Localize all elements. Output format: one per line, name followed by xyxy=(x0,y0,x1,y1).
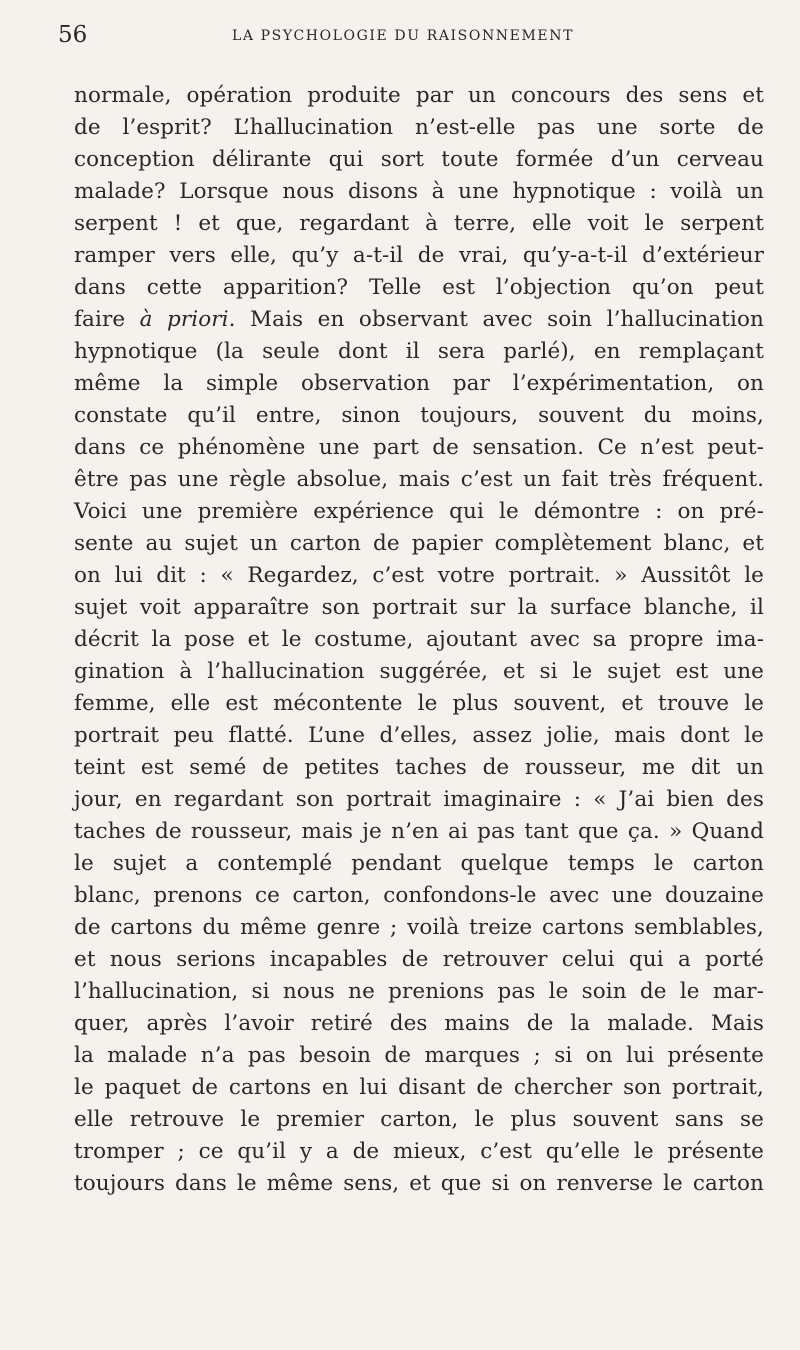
text-line: serpent ! et que, regardant à terre, elle voit le serpent xyxy=(74,211,764,236)
text-line: l’hallucination, si nous ne prenions pas le soin de le mar- xyxy=(74,979,764,1004)
text-line: de l’esprit? L’hallucination n’est-elle pas une sorte de xyxy=(74,115,764,140)
text-line: la malade n’a pas besoin de marques ; si on lui présente xyxy=(74,1043,764,1068)
text-line: teint est semé de petites taches de rousseur, me dit un xyxy=(74,755,764,780)
text-line: constate qu’il entre, sinon toujours, souvent du moins, xyxy=(74,403,764,428)
text-fragment: faire xyxy=(74,307,140,332)
text-line: on lui dit : « Regardez, c’est votre portrait. » Aussitôt le xyxy=(74,563,764,588)
text-fragment: . Mais en observant avec soin l’hallucination xyxy=(228,307,765,332)
text-line: même la simple observation par l’expérimentation, on xyxy=(74,371,764,396)
text-line: quer, après l’avoir retiré des mains de la malade. Mais xyxy=(74,1011,764,1036)
text-line: femme, elle est mécontente le plus souvent, et trouve le xyxy=(74,691,764,716)
text-line: jour, en regardant son portrait imaginaire : « J’ai bien des xyxy=(74,787,764,812)
text-line: malade? Lorsque nous disons à une hypnotique : voilà un xyxy=(74,179,764,204)
running-title: LA PSYCHOLOGIE DU RAISONNEMENT xyxy=(232,28,575,44)
text-line: le paquet de cartons en lui disant de chercher son portrait, xyxy=(74,1075,764,1100)
text-line: ramper vers elle, qu’y a-t-il de vrai, qu’y-a-t-il d’extérieur xyxy=(74,243,764,268)
text-line: sujet voit apparaître son portrait sur la surface blanche, il xyxy=(74,595,764,620)
italic-phrase: à priori xyxy=(139,307,229,332)
text-line: blanc, prenons ce carton, confondons-le avec une douzaine xyxy=(74,883,764,908)
text-line: toujours dans le même sens, et que si on renverse le carton xyxy=(74,1171,764,1196)
text-line: être pas une règle absolue, mais c’est un fait très fréquent. xyxy=(74,467,764,492)
text-line-with-italic xyxy=(74,304,764,336)
text-line: conception délirante qui sort toute formée d’un cerveau xyxy=(74,147,764,172)
text-line: dans cette apparition? Telle est l’objection qu’on peut xyxy=(74,275,764,300)
text-line: sente au sujet un carton de papier complètement blanc, et xyxy=(74,531,764,556)
page-number: 56 xyxy=(58,22,88,48)
text-line: décrit la pose et le costume, ajoutant avec sa propre ima- xyxy=(74,627,764,652)
text-line: gination à l’hallucination suggérée, et si le sujet est une xyxy=(74,659,764,684)
page-header xyxy=(58,22,748,62)
body-text xyxy=(74,80,764,1200)
text-line: hypnotique (la seule dont il sera parlé), en remplaçant xyxy=(74,339,764,364)
text-line: normale, opération produite par un concours des sens et xyxy=(74,83,764,108)
text-line: tromper ; ce qu’il y a de mieux, c’est qu’elle le présente xyxy=(74,1139,764,1164)
text-line: de cartons du même genre ; voilà treize cartons semblables, xyxy=(74,915,764,940)
text-line: taches de rousseur, mais je n’en ai pas tant que ça. » Quand xyxy=(74,819,764,844)
text-line: portrait peu flatté. L’une d’elles, assez jolie, mais dont le xyxy=(74,723,764,748)
text-line: le sujet a contemplé pendant quelque temps le carton xyxy=(74,851,764,876)
text-line: elle retrouve le premier carton, le plus souvent sans se xyxy=(74,1107,764,1132)
text-line: et nous serions incapables de retrouver celui qui a porté xyxy=(74,947,764,972)
text-line: dans ce phénomène une part de sensation. Ce n’est peut- xyxy=(74,435,764,460)
text-line: Voici une première expérience qui le démontre : on pré- xyxy=(74,499,764,524)
